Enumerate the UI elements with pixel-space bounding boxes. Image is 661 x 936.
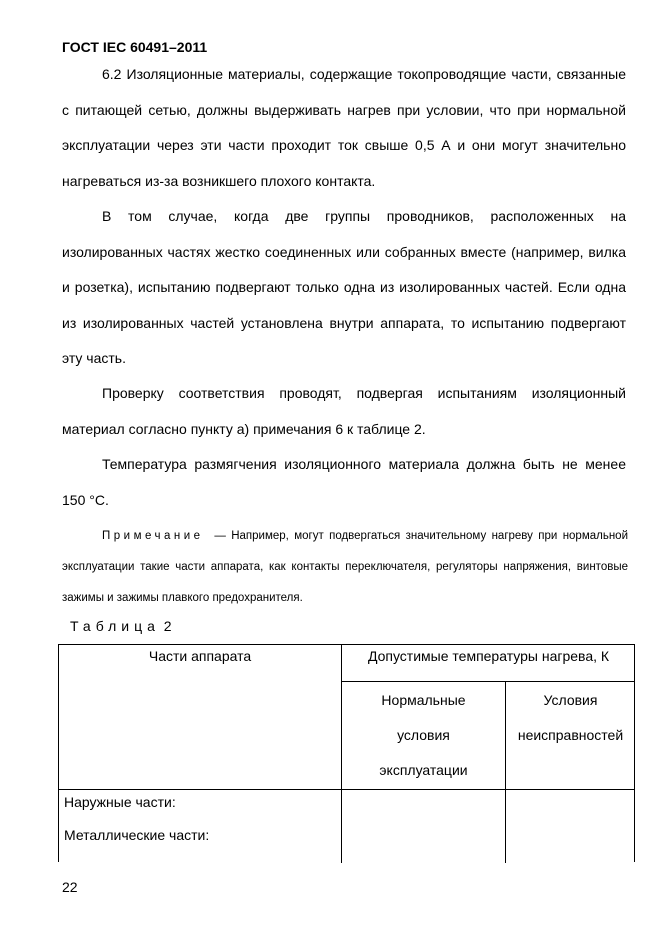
fault-line-1: Условия: [543, 692, 598, 708]
normal-line-1: Нормальные: [381, 692, 466, 708]
table-header-temps: Допустимые температуры нагрева, К: [367, 648, 610, 664]
table-caption-number: 2: [163, 618, 172, 634]
table-divider-subheader: [341, 681, 635, 682]
note-label: Примечание: [102, 530, 204, 542]
table-divider-header: [59, 789, 635, 790]
table-caption-word: Таблица: [70, 618, 160, 634]
normal-line-2: условия: [397, 727, 450, 743]
paragraph-6-2: 6.2 Изоляционные материалы, содержащие токопроводящие части, связанные с питающей сетью, должны выдерживать нагрев при условии, что при нормальной эксплуатации через эти части проходит ток свыше 0,5 А и они могут значительно нагреваться из-за возникшего плохого контакта.: [62, 66, 626, 189]
table-row-metal-parts: Металлические части:: [64, 827, 210, 843]
paragraph-conductor-groups: В том случае, когда две группы проводников, расположенных на изолированных частях жестко соединенных или собранных вместе (например, вилка и розетка), испытанию подвергают только одна из изолированных частей. Если одна из изолированных частей установлена внутри аппарата, то испытанию подвергают эту часть.: [62, 208, 626, 366]
fault-line-2: неисправностей: [517, 727, 624, 743]
table-caption: [70, 618, 172, 634]
page-number: 22: [62, 879, 78, 895]
paragraph-compliance-check: Проверку соответствия проводят, подвергая испытаниям изоляционный материал согласно пункту а) примечания 6 к таблице 2.: [62, 385, 626, 437]
note: [62, 521, 628, 614]
table-subheader-fault: [506, 683, 635, 753]
note-text: — Например, могут подвергаться значительному нагреву при нормальной эксплуатации такие части аппарата, как контакты переключателя, регуляторы напряжения, винтовые зажимы и зажимы плавкого предохранителя.: [62, 530, 629, 604]
normal-line-3: эксплуатации: [379, 762, 468, 778]
table-header-parts: Части аппарата: [148, 648, 252, 664]
table-row-outer-parts: Наружные части:: [64, 794, 176, 810]
document-header: ГОСТ IEC 60491–2011: [62, 39, 208, 55]
table-subheader-normal: [342, 683, 505, 788]
table-2: [58, 644, 635, 862]
paragraph-softening-temp: Температура размягчения изоляционного материала должна быть не менее 150 °С.: [62, 456, 626, 508]
